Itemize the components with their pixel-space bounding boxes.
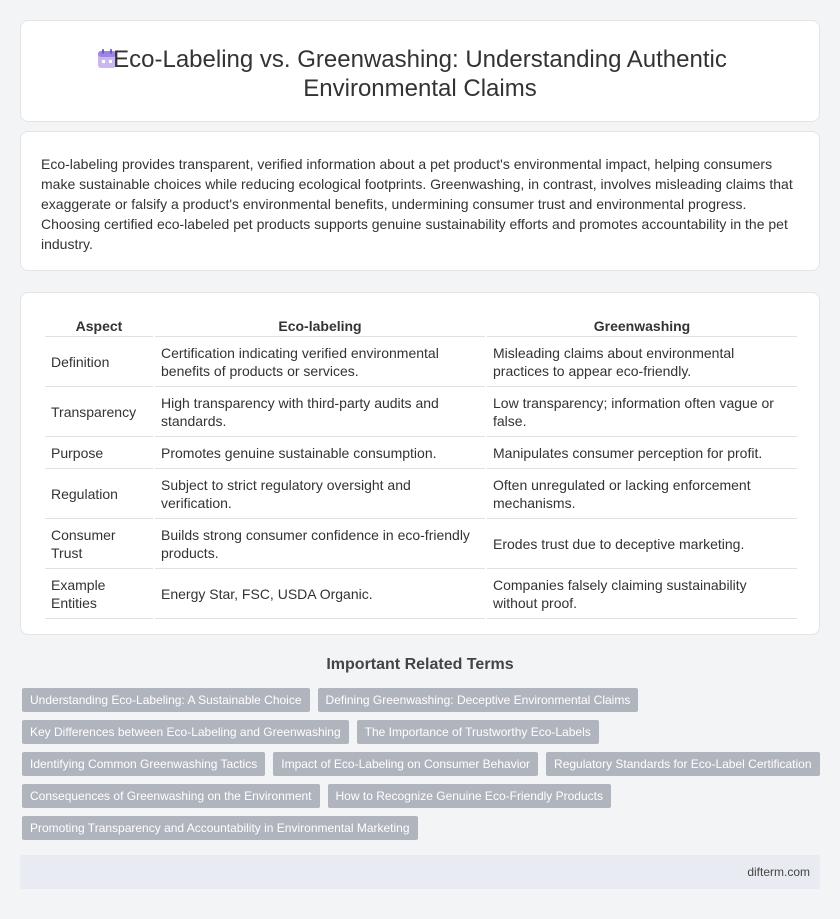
header-eco-labeling: Eco-labeling (155, 313, 485, 337)
related-term-tag[interactable]: Key Differences between Eco-Labeling and Greenwashing (22, 720, 349, 744)
row-eco-labeling: Energy Star, FSC, USDA Organic. (155, 569, 485, 619)
related-terms-title: Important Related Terms (326, 656, 514, 673)
table-row (45, 519, 797, 569)
related-term-tag[interactable]: Understanding Eco-Labeling: A Sustainable Choice (22, 688, 310, 712)
header-aspect: Aspect (45, 313, 153, 337)
row-greenwashing: Manipulates consumer perception for profit. (487, 437, 797, 469)
related-term-tag[interactable]: Identifying Common Greenwashing Tactics (22, 752, 265, 776)
row-aspect: Purpose (45, 437, 153, 469)
row-eco-labeling: Subject to strict regulatory oversight and verification. (155, 469, 485, 519)
comparison-table (43, 313, 799, 619)
row-greenwashing: Erodes trust due to deceptive marketing. (487, 519, 797, 569)
row-greenwashing: Often unregulated or lacking enforcement mechanisms. (487, 469, 797, 519)
row-aspect: Definition (45, 337, 153, 387)
related-term-tag[interactable]: The Importance of Trustworthy Eco-Labels (357, 720, 599, 744)
header-greenwashing: Greenwashing (487, 313, 797, 337)
row-eco-labeling: Promotes genuine sustainable consumption. (155, 437, 485, 469)
table-row (45, 469, 797, 519)
table-row (45, 387, 797, 437)
page-title-line1: Eco-Labeling vs. Greenwashing: Understanding Authentic (113, 46, 727, 73)
table-row (45, 569, 797, 619)
related-term-tag[interactable]: Consequences of Greenwashing on the Environment (22, 784, 320, 808)
row-greenwashing: Low transparency; information often vague or false. (487, 387, 797, 437)
related-term-tag[interactable]: Defining Greenwashing: Deceptive Environmental Claims (318, 688, 639, 712)
row-greenwashing: Companies falsely claiming sustainability without proof. (487, 569, 797, 619)
row-eco-labeling: Certification indicating verified environmental benefits of products or services. (155, 337, 485, 387)
row-aspect: Transparency (45, 387, 153, 437)
table-row (45, 337, 797, 387)
page-title-line2: Environmental Claims (303, 75, 537, 102)
row-greenwashing: Misleading claims about environmental practices to appear eco-friendly. (487, 337, 797, 387)
table-header-row (45, 313, 797, 337)
related-term-tag[interactable]: Promoting Transparency and Accountability in Environmental Marketing (22, 816, 418, 840)
related-term-tag[interactable]: Impact of Eco-Labeling on Consumer Behavior (273, 752, 538, 776)
comparison-card (20, 292, 820, 635)
related-term-tag[interactable]: Regulatory Standards for Eco-Label Certification (546, 752, 819, 776)
footer-brand[interactable]: difterm.com (747, 865, 810, 879)
row-aspect: Consumer Trust (45, 519, 153, 569)
page-title (113, 45, 727, 103)
row-aspect: Regulation (45, 469, 153, 519)
row-eco-labeling: High transparency with third-party audits and standards. (155, 387, 485, 437)
header-card (20, 20, 820, 122)
intro-card (20, 131, 820, 271)
related-terms-list (22, 688, 822, 848)
row-eco-labeling: Builds strong consumer confidence in eco-friendly products. (155, 519, 485, 569)
intro-text: Eco-labeling provides transparent, verified information about a pet product's environmental impact, helping consumers make sustainable choices while reducing ecological footprints. Greenwashing, in contrast, involves misleading claims that exaggerate or falsify a product's environmental benefits, undermining consumer trust and environmental progress. Choosing certified eco-labeled pet products supports genuine sustainability efforts and promotes accountability in the pet industry. (41, 156, 793, 252)
related-term-tag[interactable]: How to Recognize Genuine Eco-Friendly Products (328, 784, 611, 808)
row-aspect: Example Entities (45, 569, 153, 619)
table-row (45, 437, 797, 469)
footer (20, 855, 820, 889)
